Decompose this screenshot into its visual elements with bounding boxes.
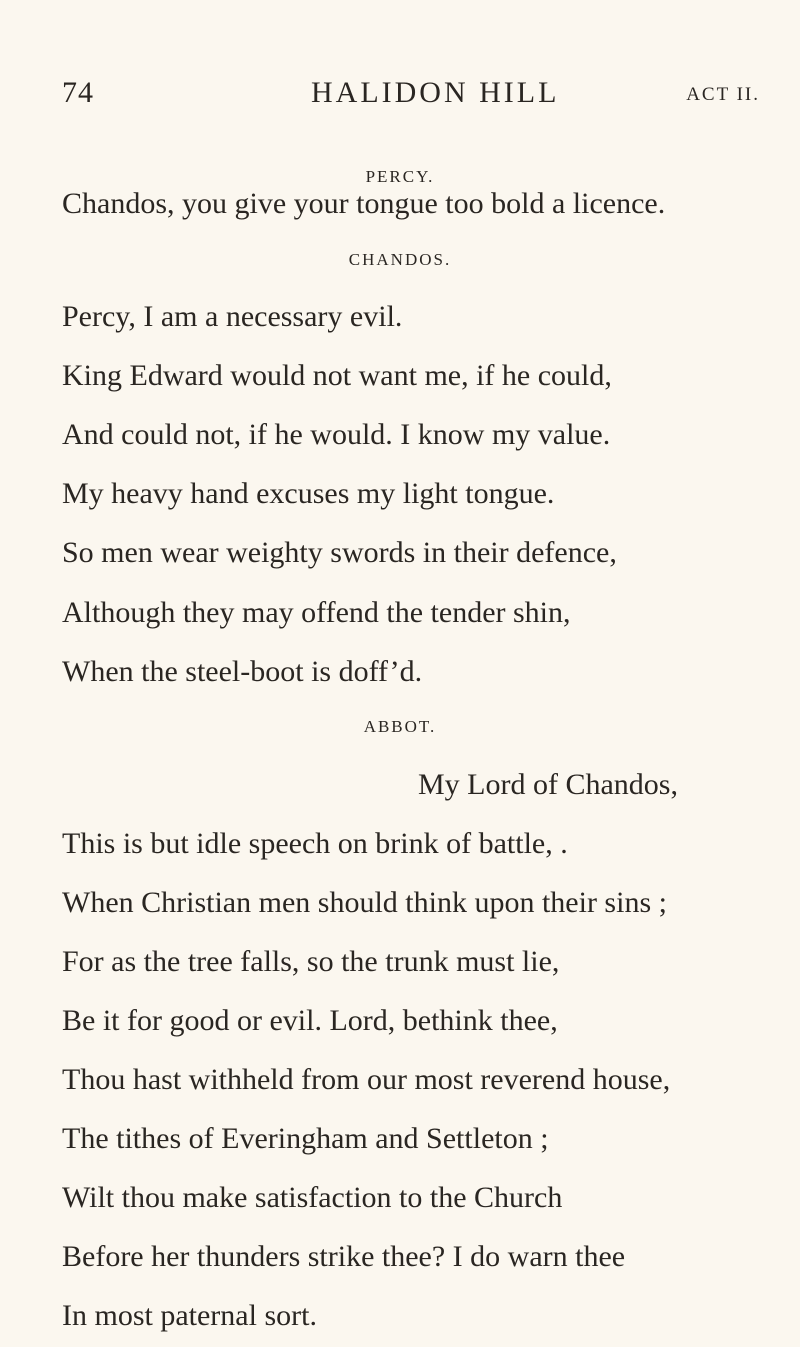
verse-line: Although they may offend the tender shin,: [62, 596, 571, 629]
page-number: 74: [62, 76, 94, 109]
verse-line: My heavy hand excuses my light tongue.: [62, 477, 555, 510]
verse-line: This is but idle speech on brink of battle, .: [62, 827, 568, 860]
verse-line: Chandos, you give your tongue too bold a licence.: [62, 187, 666, 220]
verse-line: King Edward would not want me, if he could,: [62, 359, 612, 392]
speaker-name: CHANDOS.: [348, 250, 452, 269]
verse-line: When Christian men should think upon their sins ;: [62, 886, 667, 919]
verse-line: In most paternal sort.: [62, 1299, 317, 1332]
verse-line-indented: My Lord of Chandos,: [418, 768, 678, 801]
verse-line: Before her thunders strike thee? I do warn thee: [62, 1240, 626, 1273]
verse-line: When the steel-boot is doff’d.: [62, 655, 423, 688]
act-label: ACT II.: [686, 84, 760, 105]
speaker-name: ABBOT.: [363, 717, 437, 736]
verse-line: For as the tree falls, so the trunk must lie,: [62, 945, 560, 978]
page-header: [0, 76, 800, 116]
verse-line: Thou hast withheld from our most reverend house,: [62, 1063, 671, 1096]
verse-line: Wilt thou make satisfaction to the Church: [62, 1181, 563, 1214]
verse-line: Percy, I am a necessary evil.: [62, 300, 403, 333]
verse-line: The tithes of Everingham and Settleton ;: [62, 1122, 549, 1155]
verse-line: So men wear weighty swords in their defence,: [62, 536, 617, 569]
verse-line: Be it for good or evil. Lord, bethink thee,: [62, 1004, 558, 1037]
running-title: HALIDON HILL: [311, 76, 560, 109]
verse-line: And could not, if he would. I know my value.: [62, 418, 611, 451]
speaker-name: PERCY.: [365, 167, 435, 186]
